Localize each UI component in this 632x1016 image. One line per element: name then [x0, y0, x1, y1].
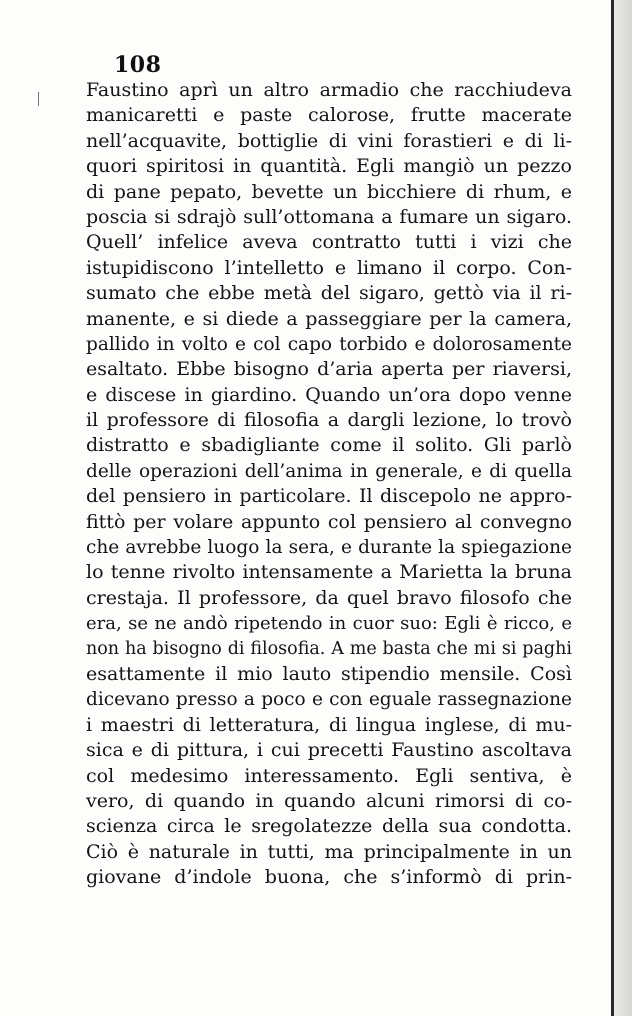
text-line: che avrebbe luogo la sera, e durante la spiegazione — [86, 537, 572, 559]
text-line: esaltato. Ebbe bisogno d’aria aperta per riaversi, — [86, 358, 572, 381]
text-line: Ciò è naturale in tutti, ma principalmente in un — [86, 840, 572, 863]
text-line: esattamente il mio lauto stipendio mensile. Così — [86, 662, 572, 685]
text-line: crestaja. Il professore, da quel bravo filosofo che — [86, 586, 572, 609]
text-line: vero, di quando in quando alcuni rimorsi di co- — [86, 789, 572, 812]
text-line: Quell’ infelice aveva contratto tutti i vizi che — [86, 231, 572, 254]
text-line: non ha bisogno di filosofia. A me basta che mi si paghi — [86, 638, 572, 659]
text-line: dicevano presso a poco e con eguale rassegnazione — [86, 689, 572, 711]
text-line: sumato che ebbe metà del sigaro, gettò via il ri- — [86, 282, 572, 305]
text-line: poscia si sdrajò sull’ottomana a fumare un sigaro. — [86, 205, 572, 228]
body-text — [86, 78, 572, 891]
margin-mark — [38, 92, 39, 106]
text-line: Faustino aprì un altro armadio che racchiudeva — [86, 79, 572, 101]
text-line: sica e di pittura, i cui precetti Faustino ascoltava — [86, 739, 572, 762]
text-line: di pane pepato, bevette un bicchiere di rhum, e — [86, 180, 572, 203]
text-line: istupidiscono l’intelletto e limano il corpo. Con- — [86, 256, 572, 279]
text-line: manicaretti e paste calorose, frutte macerate — [86, 104, 572, 127]
text-line: il professore di filosofia a dargli lezione, lo trovò — [86, 409, 572, 432]
text-line: pallido in volto e col capo torbido e dolorosamente — [86, 333, 572, 355]
text-line: manente, e si diede a passeggiare per la camera, — [86, 307, 572, 330]
text-line: i maestri di letteratura, di lingua inglese, di mu- — [86, 713, 572, 736]
text-line: del pensiero in particolare. Il discepolo ne appro- — [86, 485, 572, 508]
text-line: quori spiritosi in quantità. Egli mangiò un pezzo — [86, 155, 572, 178]
text-line: fittò per volare appunto col pensiero al convegno — [86, 510, 572, 533]
text-line: delle operazioni dell’anima in generale, e di quella — [86, 460, 572, 482]
text-line: era, se ne andò ripetendo in cuor suo: Egli è ricco, e — [86, 613, 572, 635]
text-line: lo tenne rivolto intensamente a Marietta la bruna — [86, 561, 572, 584]
text-line: scienza circa le sregolatezze della sua condotta. — [86, 815, 572, 838]
text-line: col medesimo interessamento. Egli sentiva, è — [86, 764, 572, 787]
text-line: e discese in giardino. Quando un’ora dopo venne — [86, 383, 572, 406]
page-number: 108 — [114, 52, 162, 78]
page-gutter-shadow — [614, 0, 632, 1016]
page-gutter-edge — [611, 0, 614, 1016]
text-line: giovane d’indole buona, che s’informò di prin- — [86, 866, 572, 889]
text-line: distratto e sbadigliante come il solito. Gli parlò — [86, 434, 572, 457]
text-line: nell’acquavite, bottiglie di vini forastieri e di li- — [86, 129, 572, 152]
